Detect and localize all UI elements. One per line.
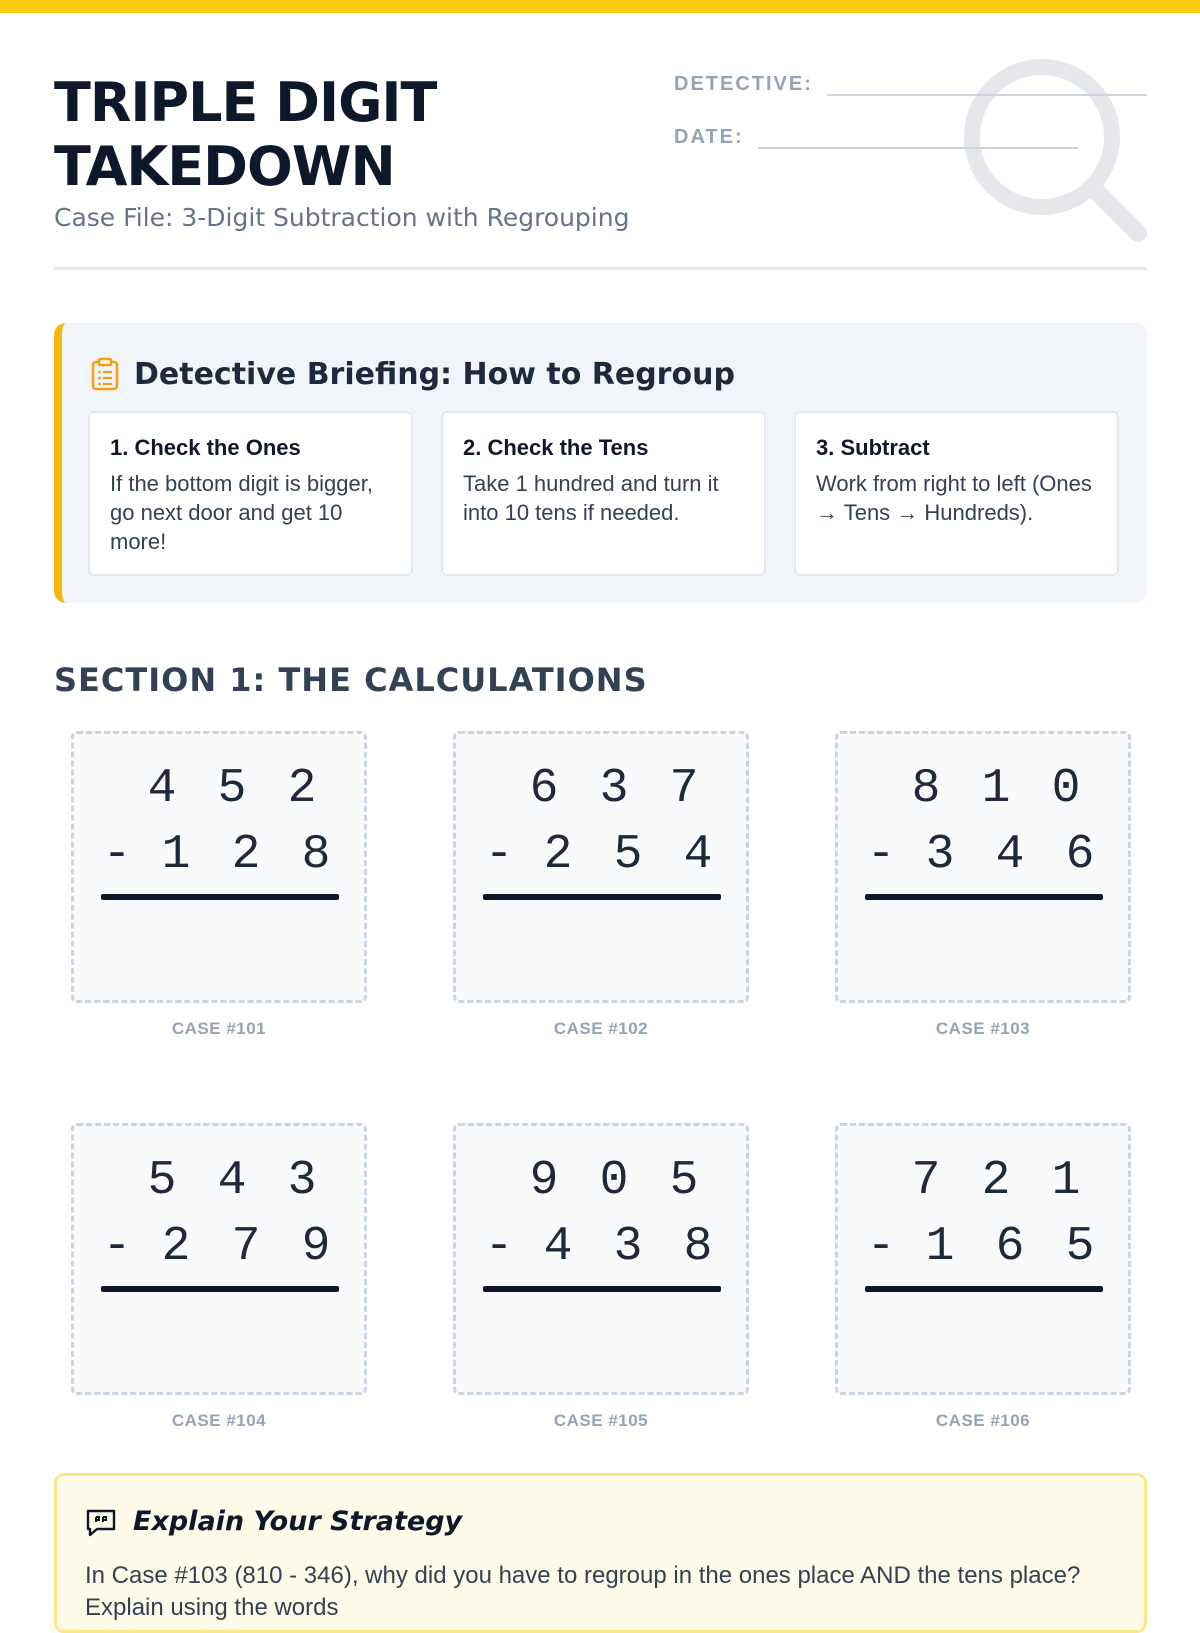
step-title: 1. Check the Ones: [110, 435, 301, 460]
detective-briefing: [54, 323, 1147, 603]
minus-sign: -: [866, 828, 896, 882]
digit: 7: [911, 1154, 941, 1208]
problem-card[interactable]: [453, 731, 749, 1003]
detective-label: DETECTIVE:: [674, 73, 813, 95]
digit: 8: [301, 828, 331, 882]
answer-rule: [483, 894, 721, 900]
answer-rule: [865, 894, 1103, 900]
clipboard-icon: [90, 357, 120, 391]
digit: 2: [543, 828, 573, 882]
case-label: CASE #101: [171, 1019, 267, 1038]
answer-rule: [865, 1286, 1103, 1292]
minus-sign: -: [484, 828, 514, 882]
digit: 5: [217, 762, 247, 816]
digit: 9: [529, 1154, 559, 1208]
step-text: If the bottom digit is bigger, go next door and get 10 more!: [110, 471, 373, 554]
step-title: 2. Check the Tens: [463, 435, 649, 460]
digit: 2: [161, 1220, 191, 1274]
step-text: Work from right to left (Ones → Tens → Hundreds).: [816, 471, 1092, 525]
digit: 4: [217, 1154, 247, 1208]
strategy-box: [54, 1473, 1147, 1633]
answer-rule: [101, 894, 339, 900]
digit: 7: [231, 1220, 261, 1274]
step-text: Take 1 hundred and turn it into 10 tens if needed.: [463, 471, 719, 525]
case-label: CASE #103: [935, 1019, 1031, 1038]
date-label: DATE:: [674, 126, 744, 148]
digit: 3: [599, 762, 629, 816]
digit: 8: [911, 762, 941, 816]
briefing-step-card: [794, 411, 1119, 576]
worksheet-header: [54, 13, 1147, 270]
problem-card[interactable]: [835, 1123, 1131, 1395]
digit: 6: [1065, 828, 1095, 882]
case-label: CASE #102: [553, 1019, 649, 1038]
page-subtitle: Case File: 3-Digit Subtraction with Regrouping: [54, 203, 630, 232]
briefing-title: Detective Briefing: How to Regroup: [134, 357, 735, 392]
digit: 3: [287, 1154, 317, 1208]
date-line[interactable]: [758, 147, 1078, 149]
digit: 4: [995, 828, 1025, 882]
answer-rule: [483, 1286, 721, 1292]
section-title: SECTION 1: THE CALCULATIONS: [54, 661, 648, 699]
digit: 6: [995, 1220, 1025, 1274]
digit: 0: [1051, 762, 1081, 816]
strategy-title: Explain Your Strategy: [133, 1506, 463, 1537]
top-accent-bar: [0, 0, 1200, 13]
step-title: 3. Subtract: [816, 435, 930, 460]
digit: 3: [613, 1220, 643, 1274]
case-label: CASE #106: [935, 1411, 1031, 1430]
digit: 5: [147, 1154, 177, 1208]
digit: 4: [683, 828, 713, 882]
minus-sign: -: [102, 1220, 132, 1274]
problem-card[interactable]: [453, 1123, 749, 1395]
date-field[interactable]: [674, 126, 1078, 149]
digit: 2: [287, 762, 317, 816]
digit: 7: [669, 762, 699, 816]
minus-sign: -: [866, 1220, 896, 1274]
digit: 2: [231, 828, 261, 882]
briefing-step-card: [88, 411, 413, 576]
digit: 5: [613, 828, 643, 882]
digit: 6: [529, 762, 559, 816]
minus-sign: -: [102, 828, 132, 882]
digit: 4: [147, 762, 177, 816]
digit: 5: [669, 1154, 699, 1208]
digit: 0: [599, 1154, 629, 1208]
case-label: CASE #105: [553, 1411, 649, 1430]
digit: 1: [925, 1220, 955, 1274]
detective-field[interactable]: [674, 73, 1147, 96]
case-label: CASE #104: [171, 1411, 267, 1430]
strategy-prompt: In Case #103 (810 - 346), why did you have to regroup in the ones place AND the tens place? Explain using the words: [85, 1562, 1081, 1621]
page-title: TRIPLE DIGIT TAKEDOWN: [54, 71, 437, 198]
digit: 8: [683, 1220, 713, 1274]
digit: 9: [301, 1220, 331, 1274]
briefing-step-card: [441, 411, 766, 576]
problem-card[interactable]: [71, 731, 367, 1003]
quote-bubble-icon: [85, 1508, 117, 1538]
problem-card[interactable]: [71, 1123, 367, 1395]
answer-rule: [101, 1286, 339, 1292]
digit: 2: [981, 1154, 1011, 1208]
digit: 4: [543, 1220, 573, 1274]
problem-card[interactable]: [835, 731, 1131, 1003]
digit: 1: [161, 828, 191, 882]
digit: 5: [1065, 1220, 1095, 1274]
digit: 1: [1051, 1154, 1081, 1208]
minus-sign: -: [484, 1220, 514, 1274]
detective-line[interactable]: [827, 94, 1147, 96]
digit: 3: [925, 828, 955, 882]
digit: 1: [981, 762, 1011, 816]
worksheet-page: [54, 13, 1147, 1621]
